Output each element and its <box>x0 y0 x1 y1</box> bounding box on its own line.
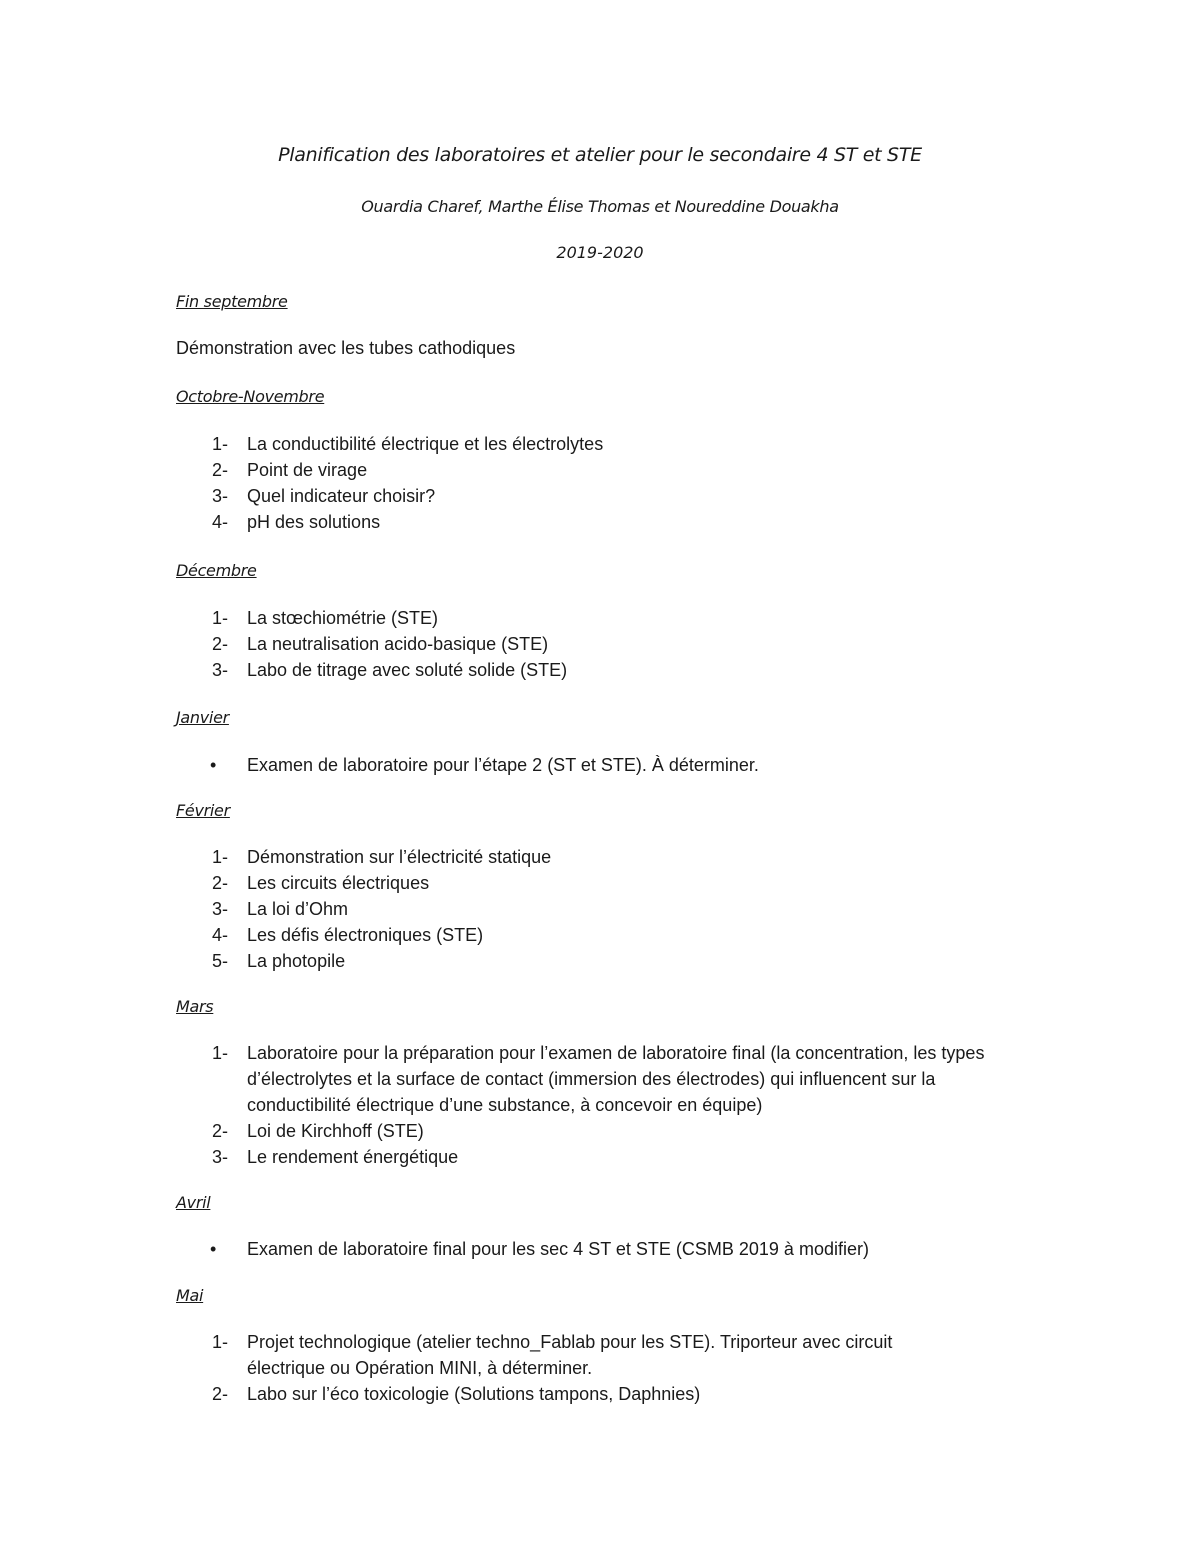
list-number: 1- <box>212 434 229 454</box>
list-item-text: Quel indicateur choisir? <box>247 486 436 506</box>
list-number: 4- <box>212 925 229 945</box>
bullet-icon: • <box>210 1239 217 1259</box>
list-number: 3- <box>212 660 229 680</box>
list-item-text: Démonstration sur l’électricité statique <box>247 847 552 867</box>
list-number: 2- <box>212 460 229 480</box>
document-title: Planification des laboratoires et atelier pour le secondaire 4 ST et STE <box>278 144 922 166</box>
section-heading-fin-septembre: Fin septembre <box>176 292 288 311</box>
list-number: 2- <box>212 873 229 893</box>
list-item-text: Projet technologique (atelier techno_Fablab pour les STE). Triporteur avec circuit électrique ou Opération MINI, à déterminer. <box>247 1332 893 1378</box>
list-item-text: La loi d’Ohm <box>247 899 349 919</box>
section-heading-decembre: Décembre <box>176 561 257 580</box>
bullet-icon: • <box>210 755 217 775</box>
section-heading-mai: Mai <box>176 1286 204 1305</box>
list-item-text: Examen de laboratoire final pour les sec 4 ST et STE (CSMB 2019 à modifier) <box>247 1239 869 1259</box>
document-authors: Ouardia Charef, Marthe Élise Thomas et Noureddine Douakha <box>361 197 839 216</box>
section-heading-mars: Mars <box>176 997 214 1016</box>
list-item-text: Laboratoire pour la préparation pour l’examen de laboratoire final (la concentration, les types d’électrolytes et la surface de contact (immersion des électrodes) qui influencent sur la conductibilité électrique d’une substance, à concevoir en équipe) <box>247 1043 985 1115</box>
list-number: 3- <box>212 899 229 919</box>
list-number: 4- <box>212 512 229 532</box>
list-item-text: Loi de Kirchhoff (STE) <box>247 1121 424 1141</box>
list-number: 2- <box>212 1121 229 1141</box>
list-number: 2- <box>212 1384 229 1404</box>
document-year: 2019-2020 <box>556 243 644 262</box>
list-number: 1- <box>212 1332 229 1352</box>
section-heading-avril: Avril <box>176 1193 211 1212</box>
list-item-text: La photopile <box>247 951 346 971</box>
list-number: 3- <box>212 1147 229 1167</box>
section-heading-fevrier: Février <box>176 801 230 820</box>
list-item-text: Le rendement énergétique <box>247 1147 459 1167</box>
paragraph-demonstration: Démonstration avec les tubes cathodiques <box>176 338 516 358</box>
list-item-text: Les défis électroniques (STE) <box>247 925 484 945</box>
list-item-text: pH des solutions <box>247 512 381 532</box>
list-number: 1- <box>212 1043 229 1063</box>
list-number: 5- <box>212 951 229 971</box>
list-item-text: La neutralisation acido-basique (STE) <box>247 634 549 654</box>
list-number: 1- <box>212 847 229 867</box>
list-item-text: Les circuits électriques <box>247 873 430 893</box>
list-item-text: Labo de titrage avec soluté solide (STE) <box>247 660 568 680</box>
section-heading-janvier: Janvier <box>176 708 229 727</box>
list-item-text: La stœchiométrie (STE) <box>247 608 439 628</box>
list-number: 1- <box>212 608 229 628</box>
list-item-text: Examen de laboratoire pour l’étape 2 (ST et STE). À déterminer. <box>247 755 759 775</box>
list-item-text: Point de virage <box>247 460 368 480</box>
list-item-text: La conductibilité électrique et les électrolytes <box>247 434 604 454</box>
section-heading-octobre-novembre: Octobre-Novembre <box>176 387 325 406</box>
list-item-text: Labo sur l’éco toxicologie (Solutions tampons, Daphnies) <box>247 1384 701 1404</box>
list-number: 2- <box>212 634 229 654</box>
list-number: 3- <box>212 486 229 506</box>
